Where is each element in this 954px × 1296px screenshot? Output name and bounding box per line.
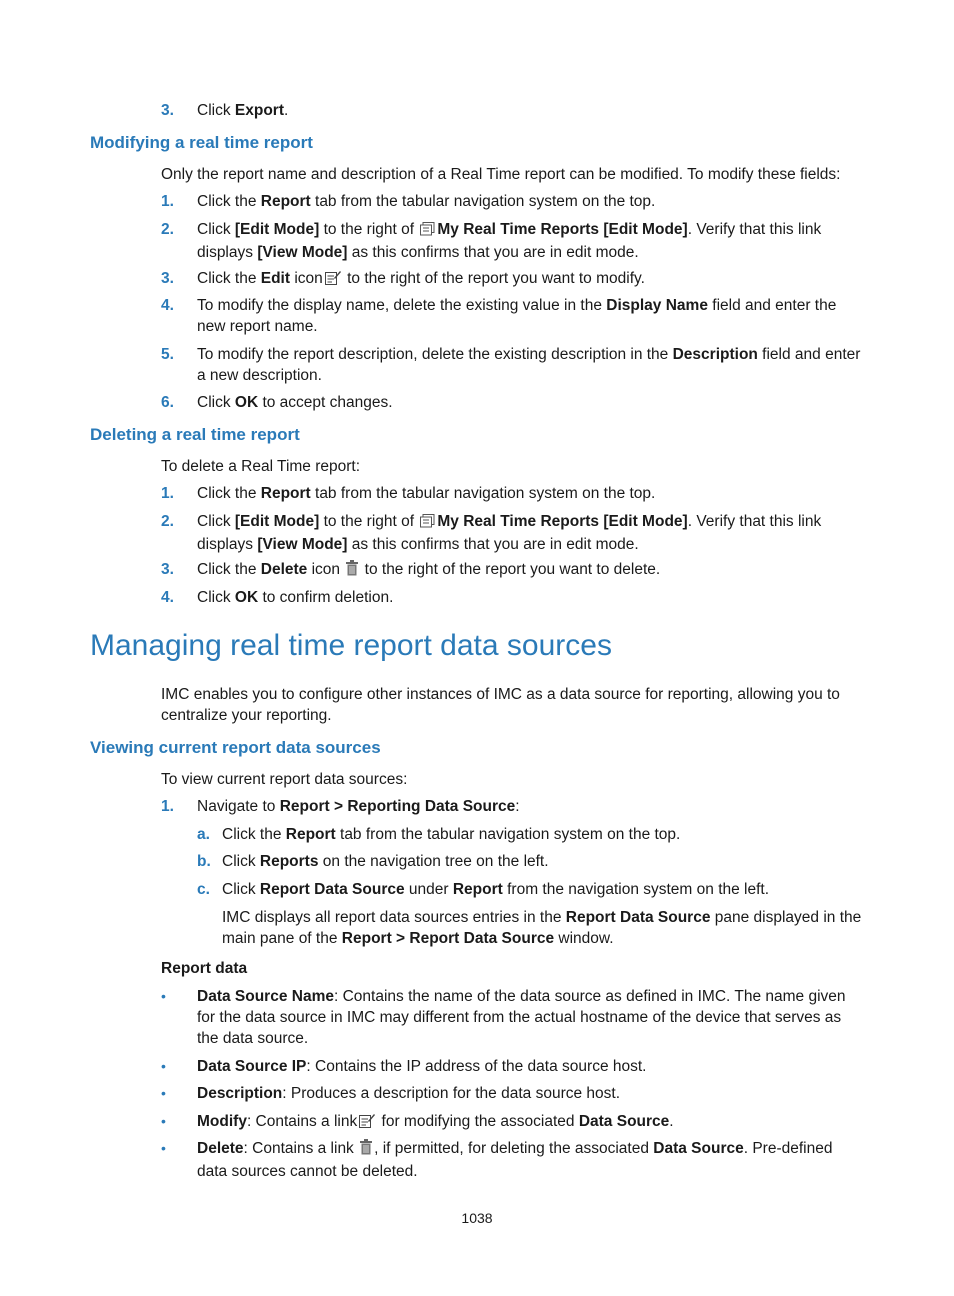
delete-intro: To delete a Real Time report: <box>161 458 361 475</box>
step-number: 4. <box>161 297 174 314</box>
substep-text: Click Report Data Source under Report from the navigation system on the left. <box>222 881 770 898</box>
bullet: • <box>161 1113 166 1129</box>
step-text: Navigate to Report > Reporting Data Source: <box>197 798 520 815</box>
edit-icon <box>325 270 341 291</box>
bullet-text: Modify: Contains a link for modifying the associated Data Source. <box>197 1111 864 1134</box>
bullet-text: Delete: Contains a link , if permitted, for deleting the associated Data Source. Pre-defined data sources cannot be deleted. <box>197 1140 833 1180</box>
report-data-label: Report data <box>161 960 248 977</box>
bullet-text: Data Source Name: Contains the name of the data source as defined in IMC. The name given for the data source in IMC may different from the actual hostname of the device that serves as the data source. <box>197 988 846 1047</box>
step-text: To modify the display name, delete the existing value in the Display Name field and enter the new report name. <box>197 297 837 335</box>
bullet: • <box>161 1058 166 1074</box>
bullet: • <box>161 1085 166 1101</box>
step-number: 1. <box>161 193 174 210</box>
report-list-icon <box>420 221 435 242</box>
step-text: Click the Edit icon to the right of the report you want to modify. <box>197 268 864 291</box>
step-number: 6. <box>161 394 174 411</box>
page-number: 1038 <box>461 1210 493 1226</box>
substep-text: Click the Report tab from the tabular navigation system on the top. <box>222 826 681 843</box>
step-text: Click [Edit Mode] to the right of My Real Time Reports [Edit Mode]. Verify that this link displays [View Mode] as this confirms that you are in edit mode. <box>197 221 822 261</box>
bullet-text: Description: Produces a description for the data source host. <box>197 1085 621 1102</box>
step-number: 2. <box>161 221 174 238</box>
step-number: 3. <box>161 270 174 287</box>
substep-letter: a. <box>197 826 210 843</box>
substep-text: Click Reports on the navigation tree on the left. <box>222 853 549 870</box>
edit-icon <box>359 1113 375 1134</box>
step-number: 3. <box>161 102 174 119</box>
substep-letter: c. <box>197 881 210 898</box>
section-heading-modifying: Modifying a real time report <box>90 133 313 152</box>
section-heading-deleting: Deleting a real time report <box>90 425 300 444</box>
step-text: Click Export. <box>197 102 289 119</box>
section-heading-viewing: Viewing current report data sources <box>90 738 381 757</box>
step-number: 5. <box>161 346 174 363</box>
bullet: • <box>161 1140 166 1156</box>
step-number: 2. <box>161 513 174 530</box>
viewing-intro: To view current report data sources: <box>161 771 408 788</box>
section-heading-managing: Managing real time report data sources <box>90 629 612 662</box>
step-text: Click the Report tab from the tabular navigation system on the top. <box>197 193 656 210</box>
report-list-icon <box>420 513 435 534</box>
step-number: 1. <box>161 485 174 502</box>
step-text: Click OK to accept changes. <box>197 394 393 411</box>
step-number: 1. <box>161 798 174 815</box>
trash-icon <box>360 1139 372 1161</box>
trash-icon <box>346 560 358 582</box>
bullet: • <box>161 988 166 1004</box>
bullet-text: Data Source IP: Contains the IP address of the data source host. <box>197 1058 647 1075</box>
substep-letter: b. <box>197 853 211 870</box>
step-text: Click OK to confirm deletion. <box>197 589 394 606</box>
step-text: To modify the report description, delete the existing description in the Description field and enter a new description. <box>197 346 861 384</box>
step-number: 3. <box>161 561 174 578</box>
managing-intro: IMC enables you to configure other instances of IMC as a data source for reporting, allowing you to centralize your reporting. <box>161 686 840 724</box>
modify-intro: Only the report name and description of a Real Time report can be modified. To modify these fields: <box>161 166 841 183</box>
step-text: Click the Delete icon to the right of the report you want to delete. <box>197 559 864 582</box>
result-text: IMC displays all report data sources entries in the Report Data Source pane displayed in the main pane of the Report > Report Data Source window. <box>222 909 862 947</box>
step-number: 4. <box>161 589 174 606</box>
step-text: Click [Edit Mode] to the right of My Real Time Reports [Edit Mode]. Verify that this link displays [View Mode] as this confirms that you are in edit mode. <box>197 513 822 553</box>
step-text: Click the Report tab from the tabular navigation system on the top. <box>197 485 656 502</box>
